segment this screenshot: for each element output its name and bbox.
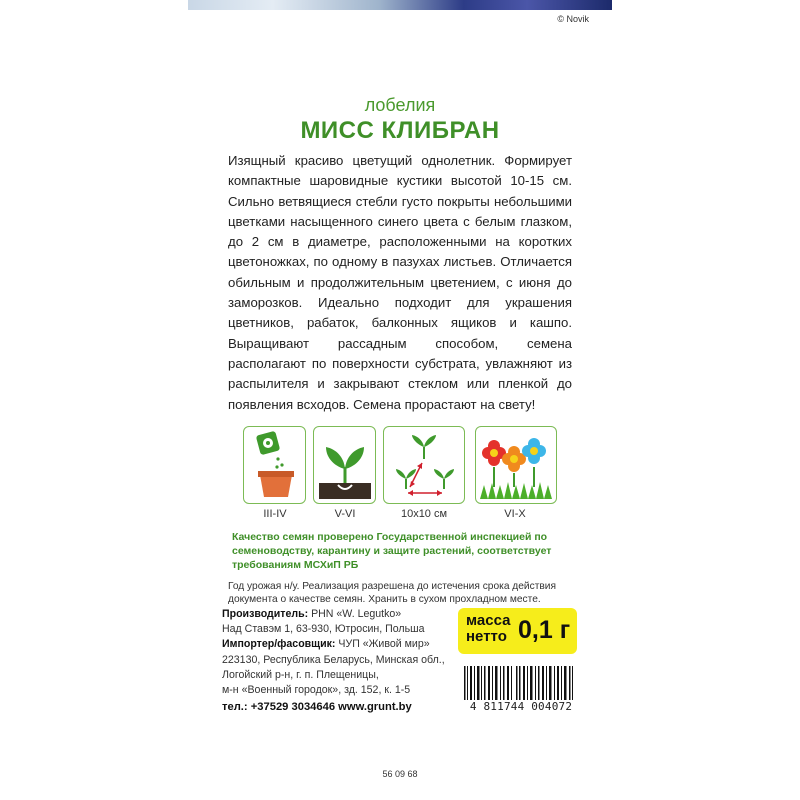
importer-name: ЧУП «Живой мир» — [335, 638, 430, 651]
icon-caption: 10х10 см — [400, 508, 448, 520]
mass-badge — [458, 608, 577, 654]
copyright: © Novik — [557, 14, 589, 24]
quality-statement: Качество семян проверено Государственной инспекцией по семеноводству, карантину и защите растений, соответствует требованиям МСХиП РБ — [232, 531, 552, 571]
producer-label: Производитель: — [222, 608, 309, 620]
importer-address-line: 223130, Республика Беларусь, Минская обл., — [222, 653, 445, 666]
icon-caption: VI-X — [504, 508, 526, 520]
sowing-pot-icon — [243, 426, 306, 504]
producer-info — [222, 607, 462, 698]
footer-code: 56 09 68 — [382, 769, 418, 779]
barcode-number: 4 811744 004072 — [456, 700, 586, 713]
mass-label — [466, 613, 510, 645]
seedling-icon — [313, 426, 376, 504]
product-title: МИСС КЛИБРАН — [300, 117, 500, 144]
spacing-icon — [383, 426, 465, 504]
icon-caption: III-IV — [263, 508, 287, 520]
icon-caption: V-VI — [334, 508, 356, 520]
importer-address-line: Логойский р-н, г. п. Плещеницы, — [222, 668, 379, 681]
producer-address: Над Ставэм 1, 63-930, Ютросин, Польша — [222, 623, 425, 636]
product-photo-strip — [188, 0, 612, 10]
mass-label-line: нетто — [466, 628, 507, 645]
importer-address-line: м-н «Военный городок», зд. 152, к. 1-5 — [222, 684, 411, 697]
flowers-icon — [475, 426, 557, 504]
mass-label-line: масса — [466, 612, 511, 629]
importer-label: Импортер/фасовщик: — [222, 638, 336, 651]
mass-value: 0,1 г — [518, 616, 571, 644]
product-subtitle: лобелия — [364, 95, 436, 115]
contact-line: тел.: +37529 3034646 www.grunt.by — [222, 701, 412, 713]
product-description: Изящный красиво цветущий однолетник. Формирует компактные шаровидные кустики высотой 10-15 см. Сильно ветвящиеся стебли густо покрыты небольшими цветками насыщенного синего цвета с белым глазком, до 2 см в диаметре, расположенными на коротких цветоножках, по одному в пазухах листьев. Отличается обильным и продолжительным цветением, с июня до заморозков. Идеально подходит для украшения цветников, рабаток, балконных ящиков и кашпо. Выращивают рассадным способом, семена располагают по поверхности субстрата, увлажняют из распылителя и закрывают стеклом или пленкой до появления всходов. Семена прорастают на свету! — [228, 153, 572, 412]
barcode — [460, 666, 578, 730]
producer-name: PHN «W. Legutko» — [308, 608, 402, 620]
growing-icons — [243, 426, 556, 526]
harvest-note: Год урожая н/у. Реализация разрешена до истечения срока действия документа о качестве семян. Хранить в сухом прохладном месте. — [228, 581, 556, 605]
